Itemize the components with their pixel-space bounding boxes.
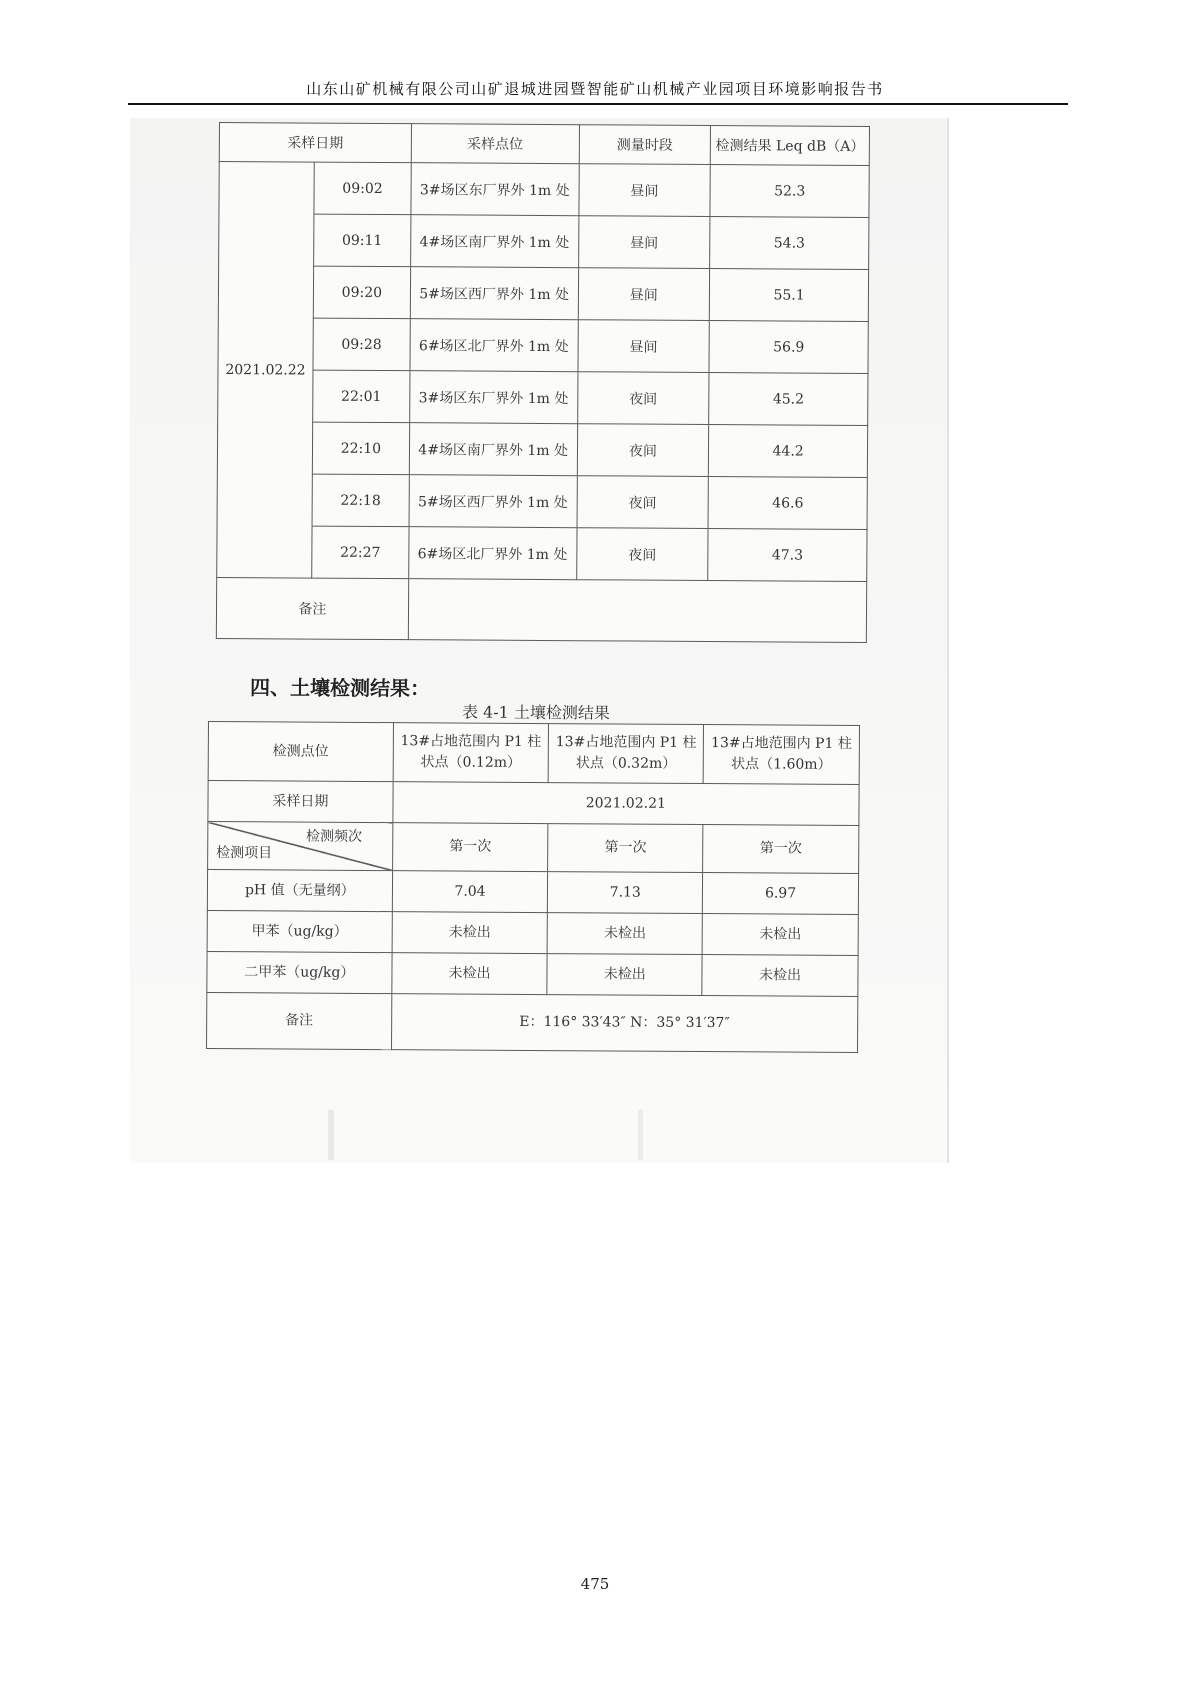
- frequency-cell: 第一次: [548, 824, 703, 873]
- result-cell: 54.3: [710, 217, 869, 270]
- header-rule: [128, 103, 1068, 105]
- remark-value: E：116° 33′43″ N：35° 31′37″: [391, 994, 858, 1053]
- table-row: [217, 525, 867, 581]
- diag-item-label: 检测项目: [216, 845, 273, 862]
- table-row: [219, 162, 869, 218]
- item-cell: pH 值（无量纲）: [207, 870, 392, 912]
- value-cell: 未检出: [702, 914, 858, 956]
- time-cell: 22:18: [312, 474, 409, 527]
- detection-point-cell: [703, 725, 859, 785]
- value-cell: 7.04: [392, 871, 548, 913]
- diag-frequency-label: 检测频次: [305, 828, 363, 845]
- time-cell: 22:01: [313, 370, 410, 423]
- table-row: [207, 910, 858, 955]
- time-cell: 09:20: [313, 266, 410, 319]
- location-cell: 5#场区西厂界外 1m 处: [410, 267, 578, 320]
- location-cell: 6#场区北厂界外 1m 处: [410, 319, 578, 372]
- remark-row: [216, 577, 866, 642]
- table-header-row: [219, 123, 869, 166]
- result-cell: 47.3: [708, 528, 867, 581]
- period-cell: 昼间: [577, 320, 709, 373]
- result-cell: 45.2: [709, 372, 868, 425]
- point-line2: 状点（0.32m）: [575, 755, 677, 772]
- period-cell: 昼间: [578, 268, 710, 321]
- soil-results-table: [206, 721, 860, 1053]
- period-cell: 夜间: [576, 528, 708, 581]
- location-cell: 6#场区北厂界外 1m 处: [409, 527, 577, 580]
- value-cell: 6.97: [703, 873, 859, 915]
- value-cell: 未检出: [392, 912, 548, 954]
- point-line1: 13#占地范围内 P1 柱: [711, 735, 852, 752]
- table-row: [219, 214, 869, 270]
- table-row: [218, 266, 868, 322]
- result-cell: 56.9: [709, 321, 868, 374]
- table-row: [217, 473, 867, 529]
- sampling-date-value: 2021.02.21: [393, 782, 860, 826]
- document-header: 山东山矿机械有限公司山矿退城进园暨智能矿山机械产业园项目环境影响报告书: [306, 80, 884, 98]
- remark-label: 备注: [216, 577, 408, 639]
- period-cell: 夜间: [577, 476, 709, 529]
- scan-edge: [947, 118, 949, 1163]
- period-cell: 昼间: [578, 164, 710, 217]
- point-line2: 状点（1.60m）: [731, 756, 832, 773]
- frequency-row: [208, 822, 859, 874]
- result-cell: 46.6: [708, 476, 867, 529]
- time-cell: 09:02: [314, 162, 411, 215]
- sampling-date-label: 采样日期: [208, 781, 393, 823]
- diagonal-header-cell: [208, 822, 393, 871]
- period-cell: 夜间: [577, 424, 709, 477]
- frequency-cell: 第一次: [392, 823, 548, 872]
- time-cell: 09:11: [314, 214, 411, 267]
- time-cell: 09:28: [313, 318, 410, 371]
- header-sampling-location: 采样点位: [411, 124, 579, 164]
- header-sampling-date: 采样日期: [219, 123, 411, 163]
- value-cell: 未检出: [392, 953, 548, 995]
- result-cell: 55.1: [710, 269, 869, 322]
- sampling-date-row: [208, 781, 859, 826]
- period-cell: 昼间: [578, 216, 710, 269]
- item-cell: 二甲苯（ug/kg）: [207, 951, 392, 993]
- sampling-date-cell: 2021.02.22: [217, 162, 315, 579]
- scan-artifact: [328, 1110, 334, 1160]
- point-line2: 状点（0.12m）: [420, 754, 522, 771]
- location-cell: 5#场区西厂界外 1m 处: [409, 475, 577, 528]
- point-line1: 13#占地范围内 P1 柱: [555, 734, 697, 751]
- time-cell: 22:27: [312, 526, 409, 579]
- location-cell: 3#场区东厂界外 1m 处: [410, 371, 578, 424]
- time-cell: 22:10: [312, 422, 409, 475]
- table-row: [218, 369, 868, 425]
- remark-label: 备注: [206, 992, 391, 1049]
- point-line1: 13#占地范围内 P1 柱: [400, 733, 542, 751]
- result-cell: 44.2: [709, 424, 868, 477]
- location-cell: 4#场区南厂界外 1m 处: [410, 215, 578, 268]
- item-cell: 甲苯（ug/kg）: [207, 910, 392, 952]
- detection-point-cell: [393, 723, 549, 783]
- noise-results-table: [216, 122, 870, 643]
- value-cell: 未检出: [548, 913, 703, 955]
- remark-value: [408, 579, 867, 643]
- value-cell: 未检出: [702, 955, 858, 997]
- detection-point-row: [208, 722, 859, 785]
- result-cell: 52.3: [710, 165, 869, 218]
- header-result: 检测结果 Leq dB（A）: [710, 126, 869, 166]
- location-cell: 4#场区南厂界外 1m 处: [409, 423, 577, 476]
- frequency-cell: 第一次: [703, 825, 859, 874]
- table-row: [207, 870, 858, 915]
- scan-artifact: [638, 1110, 643, 1160]
- table-row: [218, 317, 868, 373]
- section-title: 四、土壤检测结果：: [249, 675, 431, 701]
- value-cell: 7.13: [548, 872, 703, 914]
- detection-point-cell: [549, 724, 704, 784]
- period-cell: 夜间: [577, 372, 709, 425]
- table-row: [217, 421, 867, 477]
- remark-row: [206, 992, 857, 1052]
- location-cell: 3#场区东厂界外 1m 处: [411, 163, 579, 216]
- detection-point-label: 检测点位: [208, 722, 393, 782]
- table-caption: 表 4-1 土壤检测结果: [461, 702, 611, 723]
- value-cell: 未检出: [547, 954, 702, 996]
- page-number: 475: [580, 1575, 610, 1593]
- table-row: [207, 951, 858, 996]
- header-measurement-period: 测量时段: [579, 125, 711, 165]
